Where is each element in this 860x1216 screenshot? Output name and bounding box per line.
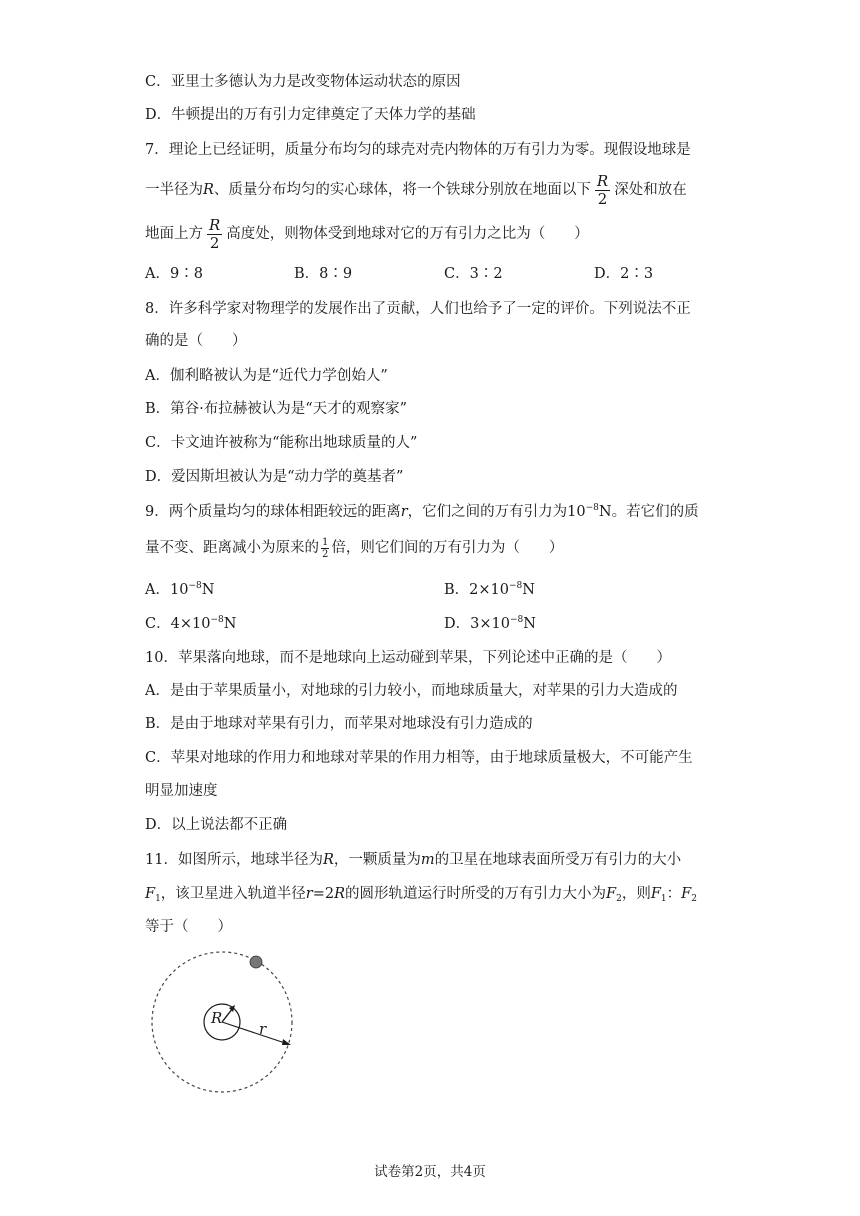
satellite	[250, 956, 262, 968]
q9-stem-line2: 量不变、距离减小为原来的 $\frac{1}{2}$ 倍，则它们间的万有引力为（ ）	[145, 536, 564, 560]
q11-orbit-diagram	[145, 948, 305, 1098]
q6-option-d: D．牛顿提出的万有引力定律奠定了天体力学的基础	[145, 107, 476, 123]
q11-stem-line3: 等于（ ）	[145, 919, 232, 935]
q9-option-a: A．$10^{-8}N$	[145, 581, 215, 598]
figure-label-R: R	[211, 1009, 223, 1027]
q10-option-c-line1: C．苹果对地球的作用力和地球对苹果的作用力相等，由于地球质量极大，不可能产生	[145, 750, 693, 766]
q8-option-a: A．伽利略被认为是“近代力学创始人”	[145, 368, 388, 384]
q9-option-b: B．$2\times 10^{-8}N$	[444, 581, 535, 598]
figure-label-r: r	[259, 1020, 267, 1038]
q6-option-c: C．亚里士多德认为力是改变物体运动状态的原因	[145, 74, 461, 90]
q8-stem-line2: 确的是（ ）	[145, 333, 247, 349]
q10-stem: 10．苹果落向地球，而不是地球向上运动碰到苹果，下列论述中正确的是（ ）	[145, 650, 671, 666]
q10-option-d: D．以上说法都不正确	[145, 817, 288, 833]
q8-option-b: B．第谷·布拉赫被认为是“天才的观察家”	[145, 401, 408, 417]
q7-option-b: B．8∶9	[294, 266, 353, 282]
q8-stem-line1: 8．许多科学家对物理学的发展作出了贡献，人们也给予了一定的评价。下列说法不正	[145, 301, 691, 317]
q7-stem-line3: 地面上方 $\frac{R}{2}$ 高度处，则物体受到地球对它的万有引力之比为（ ）	[145, 215, 589, 252]
q9-option-d: D．$3\times 10^{-8}N$	[444, 615, 536, 632]
q9-fraction-one-half: $\frac{1}{2}$	[322, 536, 329, 560]
q10-option-c-line2: 明显加速度	[145, 783, 218, 799]
q9-stem-line1: 9．两个质量均匀的球体相距较远的距离r，它们之间的万有引力为$10^{-8}N$。若它们的质	[145, 503, 699, 520]
q7-stem-line1: 7．理论上已经证明，质量分布均匀的球壳对壳内物体的万有引力为零。现假设地球是	[145, 142, 691, 158]
q10-option-b: B．是由于地球对苹果有引力，而苹果对地球没有引力造成的	[145, 716, 533, 732]
q7-fraction-r-over-2: $\frac{R}{2}$	[596, 171, 609, 208]
q7-option-d: D．2∶3	[594, 266, 654, 282]
page-footer: 试卷第2页，共4页	[374, 1164, 486, 1180]
q7-stem-line2: 一半径为R、质量分布均匀的实心球体，将一个铁球分别放在地面以下 $\frac{R}{2}$ 深处和放在	[145, 171, 687, 208]
q10-option-a: A．是由于苹果质量小，对地球的引力较小，而地球质量大，对苹果的引力大造成的	[145, 683, 678, 699]
q8-option-d: D．爱因斯坦被认为是“动力学的奠基者”	[145, 469, 404, 485]
q7-fraction-r-over-2-second: $\frac{R}{2}$	[209, 215, 221, 252]
q9-option-c: C．$4\times 10^{-8}N$	[145, 615, 237, 632]
q7-option-c: C．3∶2	[444, 266, 503, 282]
q11-stem-line1: 11．如图所示，地球半径为R，一颗质量为m的卫星在地球表面所受万有引力的大小	[145, 852, 682, 868]
q7-option-a: A．9∶8	[145, 266, 203, 282]
orbit-radius-arrow	[222, 1022, 288, 1044]
q11-stem-line2: $F_1$，该卫星进入轨道半径r=2R的圆形轨道运行时所受的万有引力大小为$F_2$，则$F_1$：$F_2$	[145, 886, 697, 904]
q8-option-c: C．卡文迪许被称为“能称出地球质量的人”	[145, 435, 418, 451]
